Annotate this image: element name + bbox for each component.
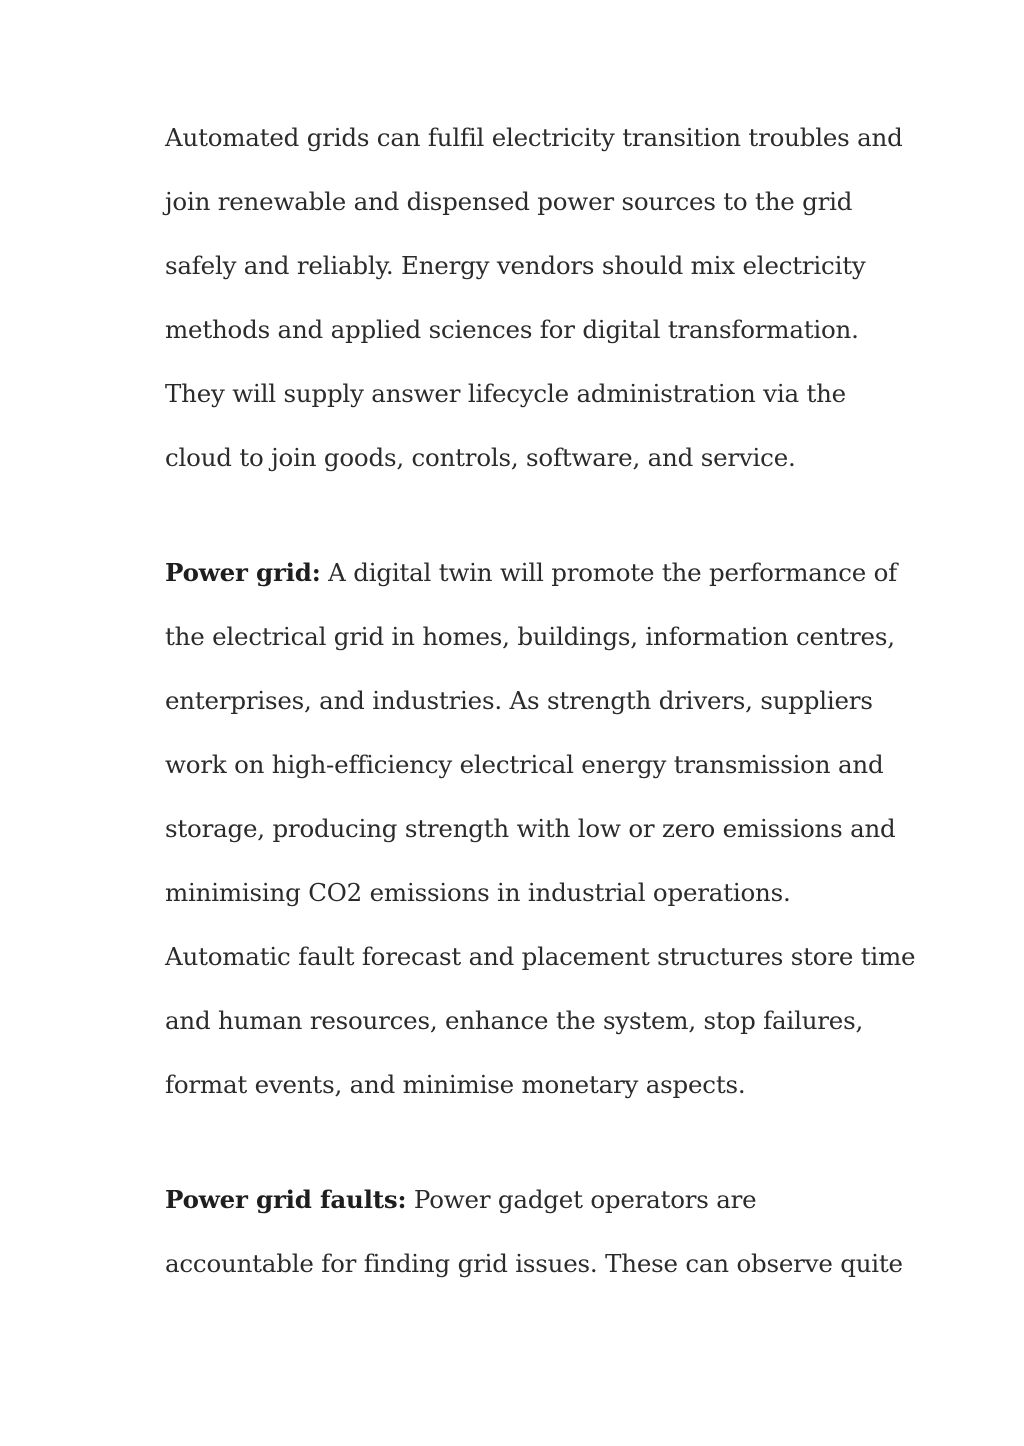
text-line: minimising CO2 emissions in industrial operations. bbox=[165, 878, 791, 907]
document-body bbox=[165, 106, 916, 1296]
text-line: Automated grids can fulfil electricity transition troubles and bbox=[165, 123, 903, 152]
paragraph-power-grid-faults bbox=[165, 1168, 903, 1296]
text-line: storage, producing strength with low or zero emissions and bbox=[165, 814, 896, 843]
text-line bbox=[165, 541, 898, 605]
paragraph-lead-heading: Power grid: bbox=[165, 558, 321, 587]
paragraph-lead-heading: Power grid faults: bbox=[165, 1185, 407, 1214]
text-line: cloud to join goods, controls, software, and service. bbox=[165, 443, 796, 472]
text-line: Automatic fault forecast and placement structures store time bbox=[165, 942, 916, 971]
text-line: safely and reliably. Energy vendors should mix electricity bbox=[165, 251, 866, 280]
text-run: A digital twin will promote the performance of bbox=[320, 558, 898, 587]
text-line: work on high-efficiency electrical energy transmission and bbox=[165, 750, 884, 779]
text-line: accountable for finding grid issues. These can observe quite bbox=[165, 1249, 903, 1278]
text-line: and human resources, enhance the system, stop failures, bbox=[165, 1006, 864, 1035]
text-line: format events, and minimise monetary aspects. bbox=[165, 1070, 746, 1099]
paragraph-automated-grids bbox=[165, 106, 903, 490]
paragraph-power-grid bbox=[165, 541, 916, 1117]
text-line: join renewable and dispensed power sources to the grid bbox=[165, 187, 853, 216]
paragraph-spacer bbox=[165, 1117, 865, 1168]
text-line: methods and applied sciences for digital transformation. bbox=[165, 315, 859, 344]
text-run: Power gadget operators are bbox=[406, 1185, 757, 1214]
text-line bbox=[165, 1168, 865, 1232]
text-line: They will supply answer lifecycle administration via the bbox=[165, 379, 846, 408]
text-line: enterprises, and industries. As strength drivers, suppliers bbox=[165, 686, 873, 715]
text-line: the electrical grid in homes, buildings, information centres, bbox=[165, 622, 895, 651]
paragraph-spacer bbox=[165, 490, 865, 541]
